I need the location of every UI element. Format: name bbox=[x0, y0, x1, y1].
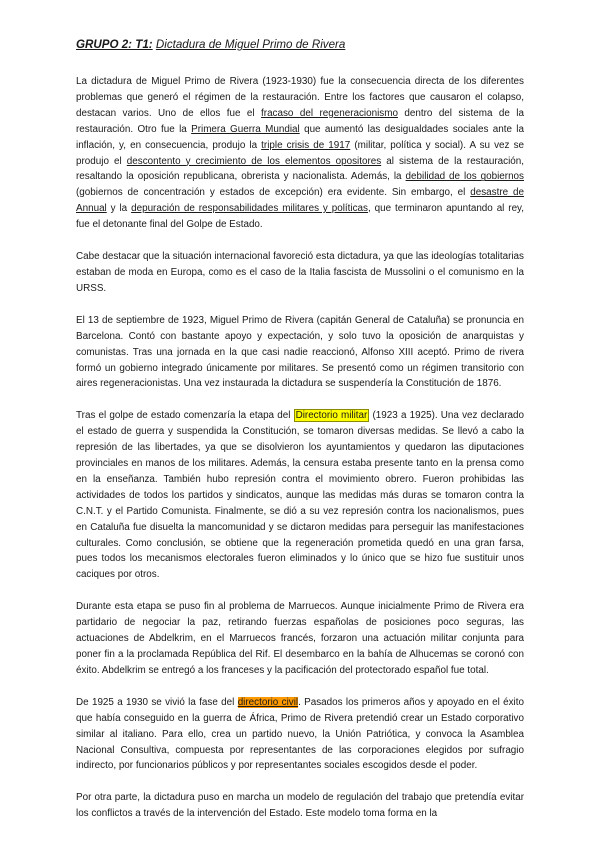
text-run: que aumentó las desigualdades sociales ante la inflación, y, en consecuencia, produjo la bbox=[76, 123, 524, 151]
highlighted-term: Directorio militar bbox=[295, 410, 368, 422]
paragraph-international-context: Cabe destacar que la situación internacional favoreció esta dictadura, ya que las ideologías totalitarias estaban de moda en Europa, como es el caso de la Italia fascista de Mussolini o el comunismo en la URSS. bbox=[76, 251, 524, 294]
text-run: al sistema de la restauración, resaltando la oposición republicana, obrerista y nacionalista. Además, la bbox=[76, 155, 524, 183]
text-run: , que terminaron apuntando al rey, fue el detonante final del Golpe de Estado. bbox=[76, 203, 525, 231]
underlined-term: depuración de responsabilidades militares y políticas bbox=[131, 203, 368, 215]
underlined-term: triple crisis de 1917 bbox=[261, 139, 351, 151]
underlined-term: descontento y crecimiento de los elementos opositores bbox=[126, 155, 382, 167]
paragraph-civil-directory bbox=[76, 695, 524, 775]
underlined-term: Primera Guerra Mundial bbox=[191, 123, 300, 135]
text-run: (gobiernos de concentración y estados de excepción) era evidente. Sin embargo, el bbox=[76, 187, 471, 199]
text-run: dentro del sistema de la restauración. Otro fue la bbox=[76, 107, 524, 135]
paragraph-military-directory bbox=[76, 408, 524, 583]
document-title bbox=[76, 38, 524, 51]
underlined-term: desastre de Annual bbox=[76, 187, 524, 215]
text-run: (1923 a 1925). Una vez declarado el estado de guerra y suspendida la Constitución, se tomaron diversas medidas. Se llevó a cabo la represión de las libertades, ya que se disolvieron los ayuntamientos y quedaron las diputaciones provinciales en manos de los militares. Además, la censura estaba presente tanto en la prensa como en la enseñanza. También hubo represión contra el movimiento obrero. Fueron prohibidas las actividades de todos los partidos y sindicatos, aunque las medidas más duras se tomaron contra la C.N.T. y el Partido Comunista. Finalmente, se dió a su vez represión contra los nacionalismos, pues en Cataluña fue disuelta la mancomunidad y se dictaron medidas para perseguir las manifestaciones culturales. Como conclusión, se obtiene que la regeneración prometida quedó en una gran farsa, pues todos los mecanismos electorales fueron eliminados y lo único que se hizo fue sustituir unos caciques por otros. bbox=[76, 410, 524, 581]
text-run: La dictadura de Miguel Primo de Rivera (1923-1930) fue la consecuencia directa de los diferentes problemas que generó el régimen de la restauración. Entre los factores que causaron el colapso, destacan varios. Uno de ellos fue el bbox=[76, 76, 524, 119]
highlighted-term: directorio civil bbox=[237, 696, 299, 708]
paragraph-causes bbox=[76, 74, 524, 233]
text-run: y la bbox=[106, 203, 132, 215]
underlined-term: debilidad de los gobiernos bbox=[405, 171, 524, 183]
paragraph-coup: El 13 de septiembre de 1923, Miguel Primo de Rivera (capitán General de Cataluña) se pronuncia en Barcelona. Contó con bastante apoyo y expectación, y solo tuvo la oposición de anarquistas y comunistas. Tras una jornada en la que casi nadie reaccionó, Alfonso XIII aceptó. Primo de rivera formó un gobierno integrado únicamente por militares. Se presentó como un régimen transitorio con aires regeneracionistas. Una vez instaurada la dictadura se suspendería la Constitución de 1876. bbox=[76, 314, 524, 390]
text-run: Tras el golpe de estado comenzaría la etapa del bbox=[76, 410, 294, 422]
group-label: GRUPO 2: T1: bbox=[76, 38, 153, 51]
text-run: De 1925 a 1930 se vivió la fase del bbox=[76, 696, 238, 708]
paragraph-morocco: Durante esta etapa se puso fin al problema de Marruecos. Aunque inicialmente Primo de Rivera era partidario de negociar la paz, retirando fuerzas españolas de posiciones poco seguras, las actuaciones de Abdelkrim, en el Marruecos francés, forzaron una actuación militar conjunta para poner fin a la proclamada República del Rif. El desembarco en la bahía de Alhucemas se coronó con éxito. Abdelkrim se entregó a los franceses y la pacificación del protectorado español fue total. bbox=[76, 601, 524, 676]
text-run: (militar, política y social). A su vez se produjo el bbox=[76, 139, 524, 167]
underlined-term: fracaso del regeneracionismo bbox=[261, 107, 398, 119]
paragraph-labor-regulation: Por otra parte, la dictadura puso en marcha un modelo de regulación del trabajo que pretendía evitar los conflictos a través de la intervención del Estado. Este modelo toma forma en la bbox=[76, 792, 524, 820]
text-run: . Pasados los primeros años y apoyado en el éxito que había conseguido en la guerra de África, Primo de Rivera pretendió crear un Estado corporativo similar al italiano. Para ello, crea un partido nuevo, la Unión Patriótica, y convoca la Asamblea Nacional Consultiva, compuesta por representantes de las corporaciones elegidos por sufragio indirecto, por funcionarios públicos y por representantes sociales escogidos desde el poder. bbox=[76, 696, 524, 772]
topic-title: Dictadura de Miguel Primo de Rivera bbox=[155, 38, 346, 51]
